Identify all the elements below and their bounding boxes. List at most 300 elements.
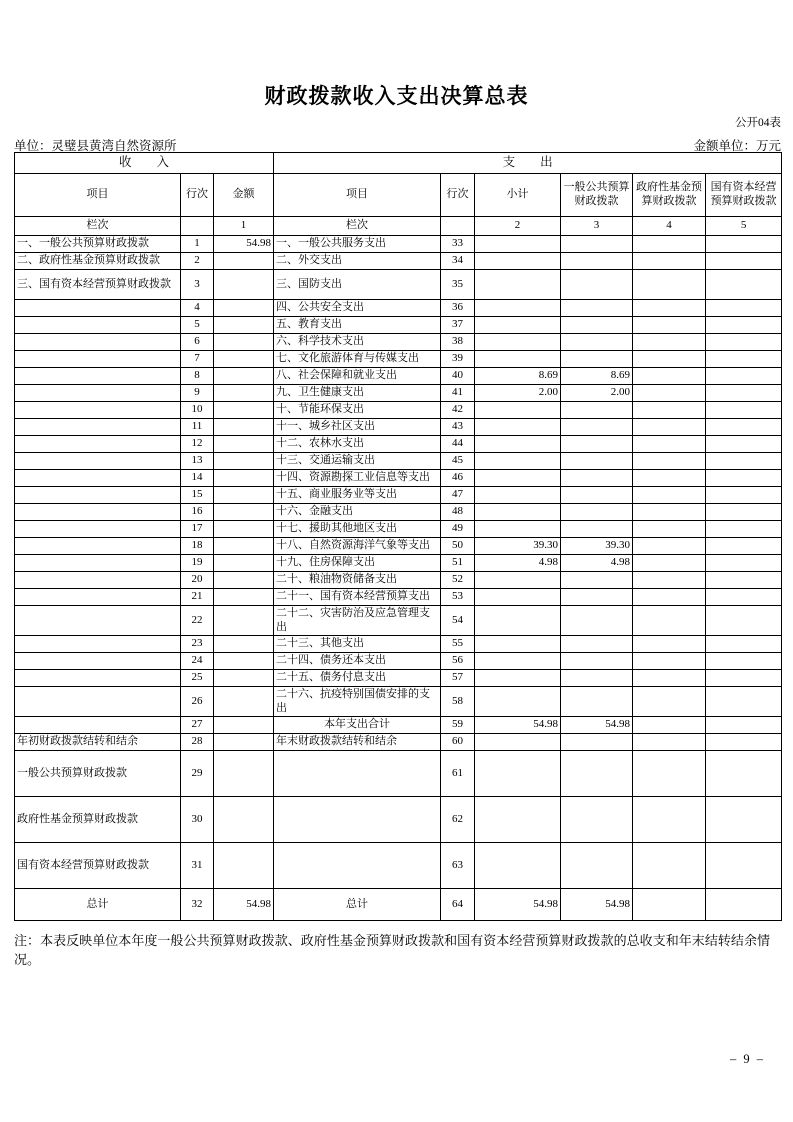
income-amount-cell bbox=[214, 317, 274, 334]
income-amount-cell bbox=[214, 734, 274, 751]
income-amount-cell bbox=[214, 572, 274, 589]
general-budget-cell bbox=[561, 270, 633, 300]
table-row-19 bbox=[15, 555, 782, 572]
income-line-cell: 21 bbox=[181, 589, 214, 606]
state-capital-cell bbox=[706, 751, 782, 797]
income-line-cell: 19 bbox=[181, 555, 214, 572]
expense-item-cell: 十一、城乡社区支出 bbox=[274, 419, 441, 436]
table-row-8 bbox=[15, 368, 782, 385]
gov-fund-cell bbox=[633, 300, 706, 317]
expense-subtotal-cell bbox=[475, 521, 561, 538]
gov-fund-cell bbox=[633, 334, 706, 351]
income-item-cell: 总计 bbox=[15, 889, 181, 921]
state-capital-cell bbox=[706, 538, 782, 555]
general-budget-cell bbox=[561, 236, 633, 253]
gov-fund-cell bbox=[633, 504, 706, 521]
unit-label: 单位：灵璧县黄湾自然资源所 bbox=[14, 139, 177, 153]
expense-line-cell: 52 bbox=[441, 572, 475, 589]
expense-line-cell: 40 bbox=[441, 368, 475, 385]
expense-subtotal-cell: 2.00 bbox=[475, 385, 561, 402]
general-budget-cell bbox=[561, 317, 633, 334]
expense-subtotal-cell: 4.98 bbox=[475, 555, 561, 572]
income-line-cell: 6 bbox=[181, 334, 214, 351]
expense-line-cell: 64 bbox=[441, 889, 475, 921]
expense-line-cell: 59 bbox=[441, 717, 475, 734]
income-amount-cell bbox=[214, 300, 274, 317]
column-index-6: 3 bbox=[561, 217, 633, 236]
expense-item-cell: 十、节能环保支出 bbox=[274, 402, 441, 419]
general-budget-cell bbox=[561, 687, 633, 717]
income-line-cell: 3 bbox=[181, 270, 214, 300]
state-capital-cell bbox=[706, 687, 782, 717]
state-capital-cell bbox=[706, 453, 782, 470]
income-item-cell bbox=[15, 300, 181, 317]
expense-subtotal-cell bbox=[475, 606, 561, 636]
expense-item-cell: 二十二、灾害防治及应急管理支出 bbox=[274, 606, 441, 636]
income-line-cell: 12 bbox=[181, 436, 214, 453]
income-item-cell bbox=[15, 317, 181, 334]
column-header-row bbox=[15, 174, 782, 217]
table-row-9 bbox=[15, 385, 782, 402]
table-row-1 bbox=[15, 236, 782, 253]
income-item-cell: 二、政府性基金预算财政拨款 bbox=[15, 253, 181, 270]
general-budget-cell bbox=[561, 636, 633, 653]
column-index-4 bbox=[441, 217, 475, 236]
income-item-cell bbox=[15, 670, 181, 687]
income-amount-cell bbox=[214, 717, 274, 734]
expense-line-cell: 62 bbox=[441, 797, 475, 843]
income-amount-cell bbox=[214, 351, 274, 368]
gov-fund-cell bbox=[633, 253, 706, 270]
income-line-cell: 20 bbox=[181, 572, 214, 589]
table-row-7 bbox=[15, 351, 782, 368]
state-capital-cell bbox=[706, 436, 782, 453]
expense-item-cell: 二十、粮油物资储备支出 bbox=[274, 572, 441, 589]
income-item-cell bbox=[15, 717, 181, 734]
table-row-30 bbox=[15, 797, 782, 843]
gov-fund-cell bbox=[633, 555, 706, 572]
state-capital-cell bbox=[706, 470, 782, 487]
state-capital-cell bbox=[706, 670, 782, 687]
state-capital-cell bbox=[706, 734, 782, 751]
table-row-21 bbox=[15, 589, 782, 606]
income-item-cell bbox=[15, 351, 181, 368]
gov-fund-cell bbox=[633, 717, 706, 734]
expense-item-cell: 十五、商业服务业等支出 bbox=[274, 487, 441, 504]
expense-subtotal-cell bbox=[475, 670, 561, 687]
state-capital-cell bbox=[706, 606, 782, 636]
expense-subtotal-cell bbox=[475, 334, 561, 351]
expense-item-cell: 四、公共安全支出 bbox=[274, 300, 441, 317]
state-capital-cell bbox=[706, 589, 782, 606]
income-item-cell bbox=[15, 504, 181, 521]
income-item-cell bbox=[15, 368, 181, 385]
state-capital-cell bbox=[706, 236, 782, 253]
income-amount-cell bbox=[214, 670, 274, 687]
gov-fund-cell bbox=[633, 889, 706, 921]
general-budget-cell: 2.00 bbox=[561, 385, 633, 402]
general-budget-cell: 4.98 bbox=[561, 555, 633, 572]
gov-fund-cell bbox=[633, 419, 706, 436]
general-budget-cell bbox=[561, 334, 633, 351]
expense-item-cell: 十三、交通运输支出 bbox=[274, 453, 441, 470]
gov-fund-cell bbox=[633, 734, 706, 751]
state-capital-cell bbox=[706, 572, 782, 589]
column-header-expense-line-cell: 行次 bbox=[441, 174, 475, 217]
expense-item-cell: 五、教育支出 bbox=[274, 317, 441, 334]
income-item-cell bbox=[15, 589, 181, 606]
table-row-24 bbox=[15, 653, 782, 670]
expense-item-cell: 总计 bbox=[274, 889, 441, 921]
expense-line-cell: 48 bbox=[441, 504, 475, 521]
state-capital-cell bbox=[706, 636, 782, 653]
expense-section-header: 支 出 bbox=[274, 153, 782, 174]
expense-item-cell bbox=[274, 751, 441, 797]
gov-fund-cell bbox=[633, 636, 706, 653]
expense-item-cell: 十二、农林水支出 bbox=[274, 436, 441, 453]
column-index-1 bbox=[181, 217, 214, 236]
state-capital-cell bbox=[706, 300, 782, 317]
income-amount-cell bbox=[214, 606, 274, 636]
income-amount-cell bbox=[214, 797, 274, 843]
expense-line-cell: 49 bbox=[441, 521, 475, 538]
table-row-23 bbox=[15, 636, 782, 653]
expense-item-cell: 十八、自然资源海洋气象等支出 bbox=[274, 538, 441, 555]
general-budget-cell: 54.98 bbox=[561, 889, 633, 921]
expense-subtotal-cell: 8.69 bbox=[475, 368, 561, 385]
income-line-cell: 5 bbox=[181, 317, 214, 334]
page-number: – 9 – bbox=[730, 1052, 765, 1066]
column-index-row bbox=[15, 217, 782, 236]
income-item-cell: 一般公共预算财政拨款 bbox=[15, 751, 181, 797]
general-budget-cell: 8.69 bbox=[561, 368, 633, 385]
table-row-13 bbox=[15, 453, 782, 470]
expense-subtotal-cell bbox=[475, 253, 561, 270]
expense-item-cell: 六、科学技术支出 bbox=[274, 334, 441, 351]
expense-item-cell: 十六、金融支出 bbox=[274, 504, 441, 521]
expense-item-cell: 十九、住房保障支出 bbox=[274, 555, 441, 572]
column-index-7: 4 bbox=[633, 217, 706, 236]
state-capital-cell bbox=[706, 797, 782, 843]
state-capital-cell bbox=[706, 253, 782, 270]
expense-line-cell: 45 bbox=[441, 453, 475, 470]
expense-line-cell: 57 bbox=[441, 670, 475, 687]
gov-fund-cell bbox=[633, 843, 706, 889]
income-line-cell: 9 bbox=[181, 385, 214, 402]
state-capital-cell bbox=[706, 487, 782, 504]
income-item-cell bbox=[15, 436, 181, 453]
income-amount-cell bbox=[214, 253, 274, 270]
expense-subtotal-cell bbox=[475, 487, 561, 504]
expense-item-cell bbox=[274, 797, 441, 843]
income-amount-cell bbox=[214, 419, 274, 436]
income-line-cell: 29 bbox=[181, 751, 214, 797]
income-amount-cell bbox=[214, 487, 274, 504]
state-capital-cell bbox=[706, 419, 782, 436]
state-capital-cell bbox=[706, 351, 782, 368]
income-line-cell: 1 bbox=[181, 236, 214, 253]
general-budget-cell bbox=[561, 843, 633, 889]
income-item-cell bbox=[15, 572, 181, 589]
page-title: 财政拨款收入支出决算总表 bbox=[264, 85, 529, 108]
gov-fund-cell bbox=[633, 606, 706, 636]
income-amount-cell bbox=[214, 843, 274, 889]
expense-line-cell: 43 bbox=[441, 419, 475, 436]
income-amount-cell bbox=[214, 653, 274, 670]
expense-item-cell: 本年支出合计 bbox=[274, 717, 441, 734]
table-row-14 bbox=[15, 470, 782, 487]
income-amount-cell bbox=[214, 589, 274, 606]
income-line-cell: 25 bbox=[181, 670, 214, 687]
expense-item-cell: 三、国防支出 bbox=[274, 270, 441, 300]
general-budget-cell bbox=[561, 436, 633, 453]
income-amount-cell bbox=[214, 402, 274, 419]
expense-line-cell: 35 bbox=[441, 270, 475, 300]
expense-line-cell: 55 bbox=[441, 636, 475, 653]
expense-subtotal-cell bbox=[475, 734, 561, 751]
income-line-cell: 24 bbox=[181, 653, 214, 670]
expense-item-cell: 二十一、国有资本经营预算支出 bbox=[274, 589, 441, 606]
income-item-cell bbox=[15, 419, 181, 436]
expense-subtotal-cell bbox=[475, 687, 561, 717]
table-row-2 bbox=[15, 253, 782, 270]
expense-item-cell: 七、文化旅游体育与传媒支出 bbox=[274, 351, 441, 368]
income-line-cell: 32 bbox=[181, 889, 214, 921]
income-line-cell: 11 bbox=[181, 419, 214, 436]
income-line-cell: 4 bbox=[181, 300, 214, 317]
income-amount-cell bbox=[214, 385, 274, 402]
state-capital-cell bbox=[706, 653, 782, 670]
expense-subtotal-cell bbox=[475, 589, 561, 606]
table-row-31 bbox=[15, 843, 782, 889]
income-line-cell: 8 bbox=[181, 368, 214, 385]
expense-subtotal-cell bbox=[475, 436, 561, 453]
gov-fund-cell bbox=[633, 538, 706, 555]
column-header-income-amount-cell: 金额 bbox=[214, 174, 274, 217]
income-amount-cell bbox=[214, 538, 274, 555]
note-text: 注：本表反映单位本年度一般公共预算财政拨款、政府性基金预算财政拨款和国有资本经营预算财政拨款的总收支和年末结转结余情况。 bbox=[14, 933, 770, 967]
expense-line-cell: 61 bbox=[441, 751, 475, 797]
gov-fund-cell bbox=[633, 797, 706, 843]
gov-fund-cell bbox=[633, 589, 706, 606]
table-row-20 bbox=[15, 572, 782, 589]
expense-line-cell: 54 bbox=[441, 606, 475, 636]
expense-subtotal-cell bbox=[475, 351, 561, 368]
amount-unit-label: 金额单位：万元 bbox=[693, 139, 781, 153]
gov-fund-cell bbox=[633, 436, 706, 453]
gov-fund-cell bbox=[633, 572, 706, 589]
general-budget-cell bbox=[561, 253, 633, 270]
table-row-17 bbox=[15, 521, 782, 538]
gov-fund-cell bbox=[633, 385, 706, 402]
expense-subtotal-cell bbox=[475, 504, 561, 521]
expense-subtotal-cell: 54.98 bbox=[475, 889, 561, 921]
state-capital-cell bbox=[706, 402, 782, 419]
column-header-expense-subtotal-cell: 小计 bbox=[475, 174, 561, 217]
income-line-cell: 13 bbox=[181, 453, 214, 470]
expense-subtotal-cell bbox=[475, 470, 561, 487]
income-line-cell: 16 bbox=[181, 504, 214, 521]
expense-subtotal-cell bbox=[475, 572, 561, 589]
expense-item-cell bbox=[274, 843, 441, 889]
general-budget-cell bbox=[561, 521, 633, 538]
income-line-cell: 26 bbox=[181, 687, 214, 717]
general-budget-cell bbox=[561, 606, 633, 636]
expense-item-cell: 八、社会保障和就业支出 bbox=[274, 368, 441, 385]
expense-line-cell: 53 bbox=[441, 589, 475, 606]
table-row-22 bbox=[15, 606, 782, 636]
expense-line-cell: 38 bbox=[441, 334, 475, 351]
income-line-cell: 2 bbox=[181, 253, 214, 270]
income-line-cell: 10 bbox=[181, 402, 214, 419]
expense-item-cell: 十四、资源勘探工业信息等支出 bbox=[274, 470, 441, 487]
gov-fund-cell bbox=[633, 470, 706, 487]
expense-subtotal-cell bbox=[475, 270, 561, 300]
income-amount-cell bbox=[214, 436, 274, 453]
expense-line-cell: 58 bbox=[441, 687, 475, 717]
expense-line-cell: 39 bbox=[441, 351, 475, 368]
expense-line-cell: 42 bbox=[441, 402, 475, 419]
gov-fund-cell bbox=[633, 653, 706, 670]
income-amount-cell bbox=[214, 470, 274, 487]
column-header-income-item-cell: 项目 bbox=[15, 174, 181, 217]
general-budget-cell bbox=[561, 402, 633, 419]
section-header-row bbox=[15, 153, 782, 174]
table-row-6 bbox=[15, 334, 782, 351]
general-budget-cell bbox=[561, 487, 633, 504]
column-index-8: 5 bbox=[706, 217, 782, 236]
income-line-cell: 30 bbox=[181, 797, 214, 843]
column-header-expense-item-cell: 项目 bbox=[274, 174, 441, 217]
expense-subtotal-cell bbox=[475, 653, 561, 670]
expense-item-cell: 二、外交支出 bbox=[274, 253, 441, 270]
income-item-cell bbox=[15, 453, 181, 470]
expense-item-cell: 二十四、债务还本支出 bbox=[274, 653, 441, 670]
income-item-cell bbox=[15, 470, 181, 487]
expense-line-cell: 51 bbox=[441, 555, 475, 572]
general-budget-cell bbox=[561, 797, 633, 843]
state-capital-cell bbox=[706, 368, 782, 385]
expense-line-cell: 37 bbox=[441, 317, 475, 334]
income-line-cell: 23 bbox=[181, 636, 214, 653]
income-line-cell: 31 bbox=[181, 843, 214, 889]
general-budget-cell bbox=[561, 419, 633, 436]
table-row-16 bbox=[15, 504, 782, 521]
state-capital-cell bbox=[706, 843, 782, 889]
general-budget-cell bbox=[561, 300, 633, 317]
income-line-cell: 27 bbox=[181, 717, 214, 734]
gov-fund-cell bbox=[633, 270, 706, 300]
general-budget-cell bbox=[561, 453, 633, 470]
gov-fund-cell bbox=[633, 453, 706, 470]
gov-fund-cell bbox=[633, 351, 706, 368]
table-row-18 bbox=[15, 538, 782, 555]
expense-item-cell: 年末财政拨款结转和结余 bbox=[274, 734, 441, 751]
income-item-cell bbox=[15, 538, 181, 555]
table-row-11 bbox=[15, 419, 782, 436]
expense-item-cell: 二十三、其他支出 bbox=[274, 636, 441, 653]
income-amount-cell bbox=[214, 555, 274, 572]
gov-fund-cell bbox=[633, 402, 706, 419]
income-item-cell: 国有资本经营预算财政拨款 bbox=[15, 843, 181, 889]
expense-line-cell: 36 bbox=[441, 300, 475, 317]
income-amount-cell bbox=[214, 504, 274, 521]
income-line-cell: 15 bbox=[181, 487, 214, 504]
income-amount-cell bbox=[214, 453, 274, 470]
income-amount-cell bbox=[214, 751, 274, 797]
expense-subtotal-cell bbox=[475, 419, 561, 436]
income-line-cell: 14 bbox=[181, 470, 214, 487]
general-budget-cell bbox=[561, 734, 633, 751]
column-header-gov-fund-cell: 政府性基金预算财政拨款 bbox=[633, 174, 706, 217]
income-line-cell: 22 bbox=[181, 606, 214, 636]
column-index-0: 栏次 bbox=[15, 217, 181, 236]
expense-line-cell: 63 bbox=[441, 843, 475, 889]
income-item-cell bbox=[15, 653, 181, 670]
income-item-cell: 三、国有资本经营预算财政拨款 bbox=[15, 270, 181, 300]
expense-subtotal-cell bbox=[475, 797, 561, 843]
expense-line-cell: 41 bbox=[441, 385, 475, 402]
expense-item-cell: 二十六、抗疫特别国债安排的支出 bbox=[274, 687, 441, 717]
table-row-3 bbox=[15, 270, 782, 300]
income-item-cell bbox=[15, 606, 181, 636]
expense-subtotal-cell bbox=[475, 402, 561, 419]
state-capital-cell bbox=[706, 717, 782, 734]
income-line-cell: 7 bbox=[181, 351, 214, 368]
general-budget-cell bbox=[561, 653, 633, 670]
expense-subtotal-cell: 54.98 bbox=[475, 717, 561, 734]
general-budget-cell: 54.98 bbox=[561, 717, 633, 734]
gov-fund-cell bbox=[633, 670, 706, 687]
expense-line-cell: 33 bbox=[441, 236, 475, 253]
column-header-state-capital-cell: 国有资本经营预算财政拨款 bbox=[706, 174, 782, 217]
expense-subtotal-cell bbox=[475, 236, 561, 253]
state-capital-cell bbox=[706, 521, 782, 538]
income-item-cell bbox=[15, 402, 181, 419]
expense-subtotal-cell bbox=[475, 317, 561, 334]
expense-line-cell: 56 bbox=[441, 653, 475, 670]
income-amount-cell bbox=[214, 270, 274, 300]
gov-fund-cell bbox=[633, 236, 706, 253]
expense-line-cell: 44 bbox=[441, 436, 475, 453]
table-row-32 bbox=[15, 889, 782, 921]
expense-subtotal-cell bbox=[475, 300, 561, 317]
expense-line-cell: 47 bbox=[441, 487, 475, 504]
table-row-10 bbox=[15, 402, 782, 419]
gov-fund-cell bbox=[633, 751, 706, 797]
income-item-cell: 政府性基金预算财政拨款 bbox=[15, 797, 181, 843]
income-line-cell: 18 bbox=[181, 538, 214, 555]
income-item-cell bbox=[15, 687, 181, 717]
income-amount-cell: 54.98 bbox=[214, 236, 274, 253]
general-budget-cell bbox=[561, 470, 633, 487]
income-item-cell bbox=[15, 636, 181, 653]
general-budget-cell bbox=[561, 751, 633, 797]
expense-subtotal-cell bbox=[475, 453, 561, 470]
column-header-general-budget-cell: 一般公共预算财政拨款 bbox=[561, 174, 633, 217]
gov-fund-cell bbox=[633, 317, 706, 334]
income-amount-cell bbox=[214, 334, 274, 351]
state-capital-cell bbox=[706, 889, 782, 921]
state-capital-cell bbox=[706, 504, 782, 521]
general-budget-cell bbox=[561, 351, 633, 368]
income-item-cell: 年初财政拨款结转和结余 bbox=[15, 734, 181, 751]
expense-item-cell: 一、一般公共服务支出 bbox=[274, 236, 441, 253]
column-index-5: 2 bbox=[475, 217, 561, 236]
income-amount-cell: 54.98 bbox=[214, 889, 274, 921]
income-item-cell bbox=[15, 385, 181, 402]
income-amount-cell bbox=[214, 687, 274, 717]
